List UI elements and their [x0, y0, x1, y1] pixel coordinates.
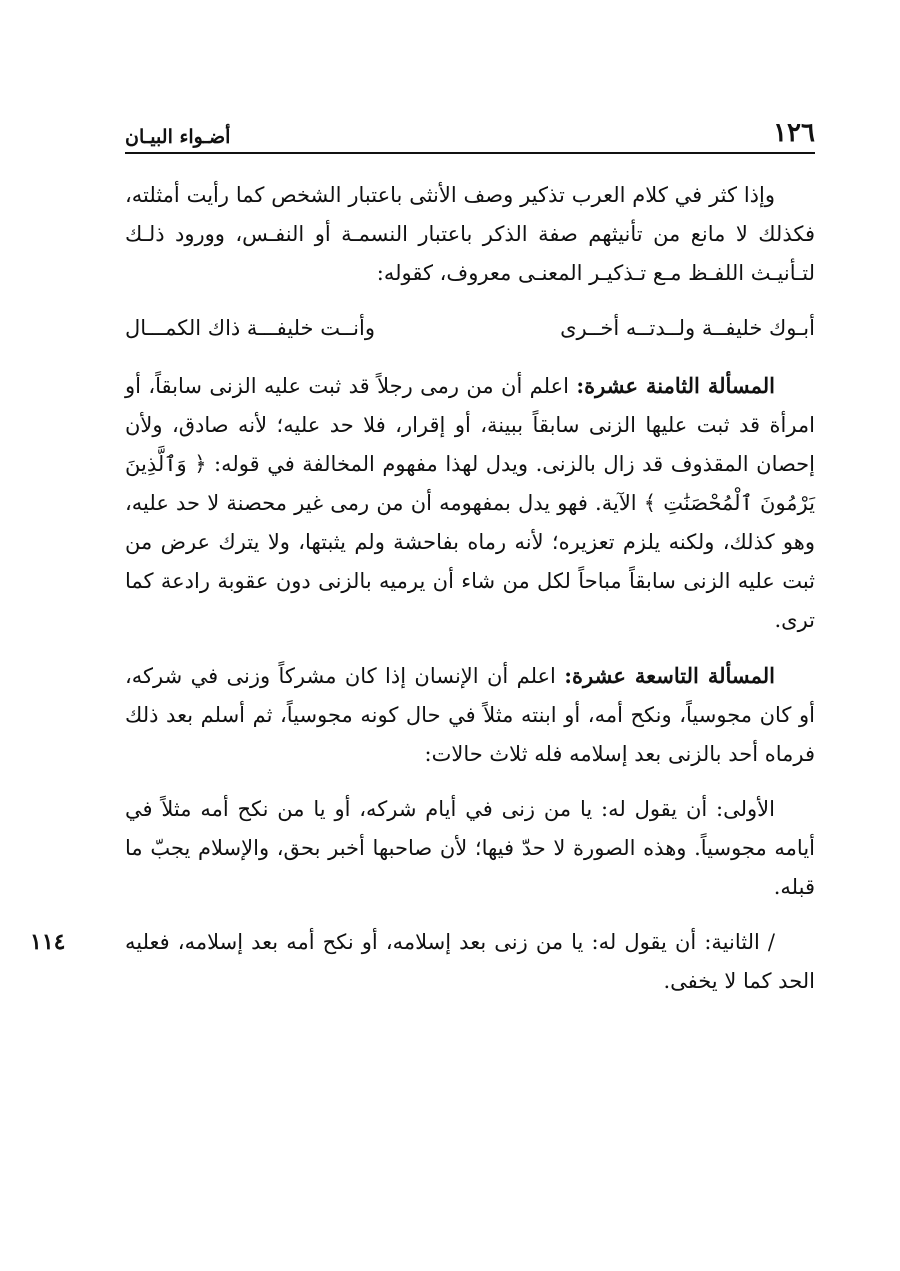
page-number: ١٢٦ — [773, 118, 815, 148]
book-page — [30, 110, 815, 1017]
issue-19-heading: المسألة التاسعة عشرة: — [564, 663, 775, 688]
issue-18-text: اعلم أن من رمى رجلاً قد ثبت عليه الزنى سابقاً، أو امرأة قد ثبت عليها الزنى سابقاً ببينة، أو إقرار، فلا حد عليه؛ لأنه صادق، ولأن إحصان المقذوف قد زال بالزنى. ويدل لهذا مفهوم المخالفة في قوله: ﴿ وَٱلَّذِينَ يَرْمُونَ ٱلْمُحْصَنَٰتِ ﴾ الآية. فهو يدل بمفهومه أن من رمى غير محصنة لا حد عليه، وهو كذلك، ولكنه يلزم تعزيره؛ لأنه رماه بفاحشة ولم يثبتها، ولا يترك عرض من ثبت عليه الزنى سابقاً مباحاً لكل من شاء أن يرميه بالزنى دون عقوبة رادعة كما ترى. — [125, 374, 815, 632]
case-2-text: / الثانية: أن يقول له: يا من زنى بعد إسلامه، أو نكح أمه بعد إسلامه، فعليه الحد كما لا يخفى. — [125, 930, 815, 993]
marginal-page-number: ١١٤ — [30, 929, 66, 955]
paragraph-case-2 — [30, 923, 815, 1001]
issue-18-heading: المسألة الثامنة عشرة: — [576, 373, 776, 398]
verse-first-hemistich: أبـوك خليفــة ولــدتــه أخــرى — [560, 316, 815, 340]
page-header — [125, 110, 815, 154]
page-body — [30, 176, 815, 1001]
paragraph-issue-18 — [125, 366, 815, 640]
paragraph-1: وإذا كثر في كلام العرب تذكير وصف الأنثى باعتبار الشخص كما رأيت أمثلته، فكذلك لا مانع من تأنيثهم صفة الذكر باعتبار النسمـة أو النفـس، وورود ذلـك لتـأنيـث اللفـظ مـع تـذكيـر المعنـى معروف، كقوله: — [125, 183, 815, 285]
issue-19-text: اعلم أن الإنسان إذا كان مشركاً وزنى في شركه، أو كان مجوسياً، ونكح أمه، أو ابنته مثلاً في حال كونه مجوسياً، ثم أسلم بعد ذلك فرماه أحد بالزنى بعد إسلامه فله ثلاث حالات: — [125, 664, 815, 766]
running-title: أضـواء البيـان — [125, 126, 231, 148]
paragraph-case-1: الأولى: أن يقول له: يا من زنى في أيام شركه، أو يا من نكح أمه مثلاً في أيامه مجوسياً. وهذه الصورة لا حدّ فيها؛ لأن صاحبها أخبر بحق، والإسلام يجبّ ما قبله. — [125, 797, 815, 899]
poetry-verse — [125, 309, 815, 348]
paragraph-issue-19 — [125, 656, 815, 774]
verse-second-hemistich: وأنــت خليفـــة ذاك الكمـــال — [125, 316, 375, 340]
